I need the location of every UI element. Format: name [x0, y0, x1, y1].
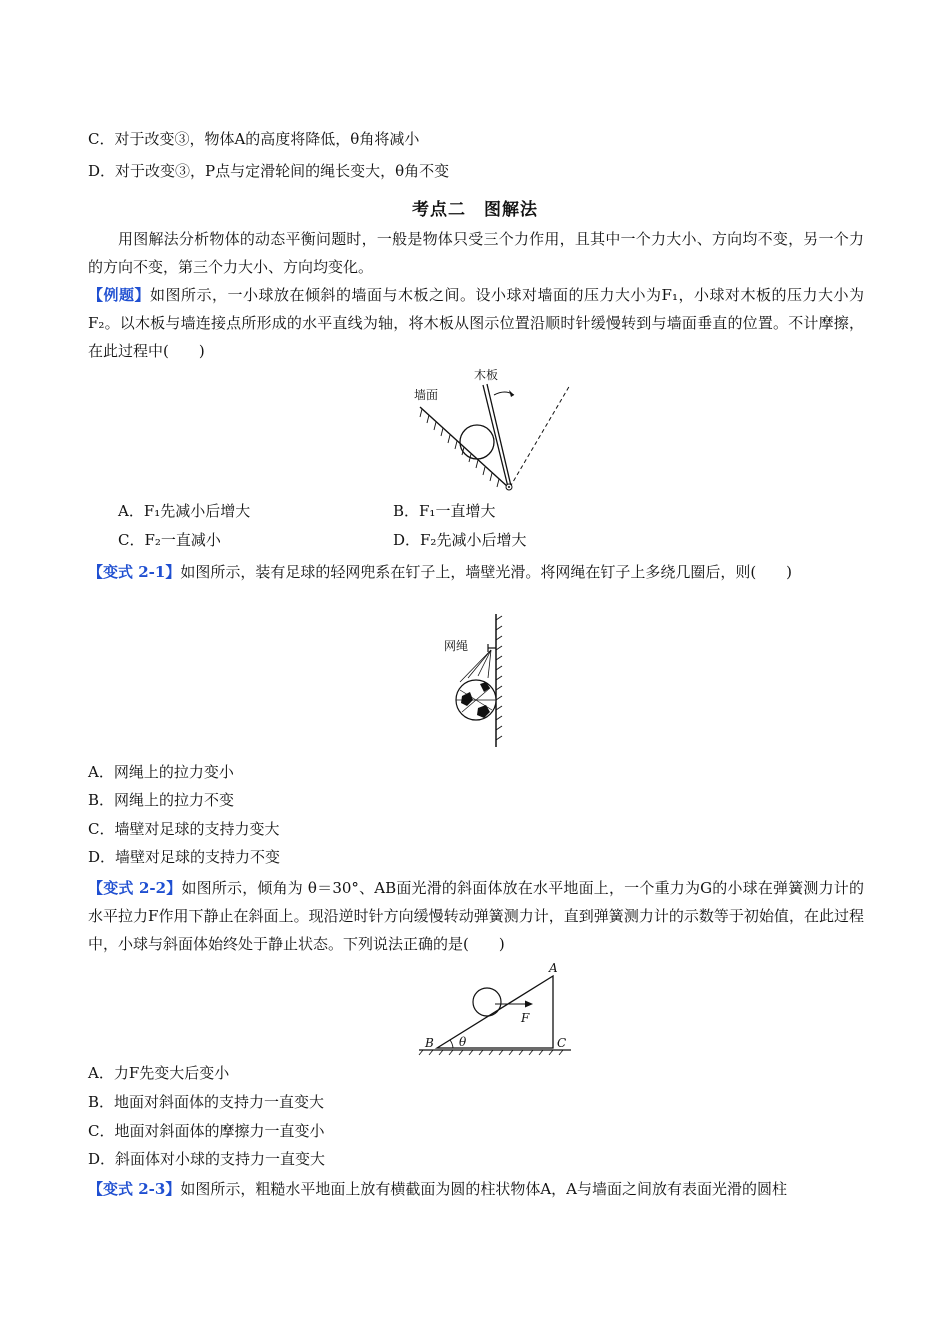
example-figure [410, 365, 580, 495]
variant-2-1-option-d: D．墙壁对足球的支持力不变 [88, 848, 281, 866]
net-rope-label: 网绳 [444, 639, 469, 653]
point-a-label: A [549, 961, 558, 975]
example-option-b: B．F₁一直增大 [393, 502, 496, 520]
example-text: 如图所示，一小球放在倾斜的墙面与木板之间。设小球对墙面的压力大小为F₁，小球对木板的压力大小为F₂。以木板与墙连接点所形成的水平直线为轴，将木板从图示位置沿顺时针缓慢转到与墙面垂直的位置。不计摩擦，在此过程中( ) [88, 286, 864, 360]
variant-2-1-option-c: C．墙壁对足球的支持力变大 [88, 820, 280, 838]
example-option-d: D．F₂先减小后增大 [393, 531, 527, 549]
option-d-top: D．对于改变③，P点与定滑轮间的绳长变大，θ角不变 [88, 162, 450, 180]
variant-2-1-figure [440, 612, 520, 752]
wall-label: 墙面 [414, 388, 439, 402]
example-tag: 【例题】 [88, 286, 151, 304]
theta-label: θ [459, 1035, 467, 1049]
variant-2-3-tag: 【变式 2-3】 [88, 1180, 181, 1198]
section-title: 考点二 图解法 [412, 200, 538, 220]
example-option-c: C．F₂一直减小 [118, 531, 221, 549]
section-intro: 用图解法分析物体的动态平衡问题时，一般是物体只受三个力作用，且其中一个力大小、方向均不变，另一个力的方向不变，第三个力大小、方向均变化。 [88, 230, 864, 276]
variant-2-2-text: 如图所示，倾角为 θ＝30°、AB面光滑的斜面体放在水平地面上，一个重力为G的小球在弹簧测力计的水平拉力F作用下静止在斜面上。现沿逆时针方向缓慢转动弹簧测力计，直到弹簧测力计的示数等于初始值，在此过程中，小球与斜面体始终处于静止状态。下列说法正确的是( ) [88, 879, 865, 953]
variant-2-2-option-d: D．斜面体对小球的支持力一直变大 [88, 1150, 326, 1168]
variant-2-1-option-b: B．网绳上的拉力不变 [88, 791, 235, 809]
force-f-label: F [521, 1011, 530, 1025]
variant-2-3-text: 如图所示，粗糙水平地面上放有横截面为圆的柱状物体A，A与墙面之间放有表面光滑的圆柱 [180, 1180, 787, 1198]
point-b-label: B [425, 1036, 434, 1050]
example-question [88, 281, 864, 365]
variant-2-1-text: 如图所示，装有足球的轻网兜系在钉子上，墙壁光滑。将网绳在钉子上多绕几圈后，则( ) [180, 563, 793, 581]
variant-2-1-option-a: A．网绳上的拉力变小 [88, 763, 234, 781]
variant-2-2-figure [415, 958, 575, 1058]
variant-2-2-option-c: C．地面对斜面体的摩擦力一直变小 [88, 1122, 325, 1140]
example-option-a: A．F₁先减小后增大 [118, 502, 251, 520]
option-c-top: C．对于改变③，物体A的高度将降低，θ角将减小 [88, 130, 420, 148]
variant-2-1-question [88, 558, 864, 586]
board-label: 木板 [474, 368, 499, 382]
variant-2-1-tag: 【变式 2-1】 [88, 563, 181, 581]
variant-2-2-tag: 【变式 2-2】 [88, 879, 182, 897]
variant-2-3-question [88, 1178, 787, 1200]
variant-2-2-option-b: B．地面对斜面体的支持力一直变大 [88, 1093, 325, 1111]
variant-2-2-question [88, 874, 864, 958]
point-c-label: C [557, 1036, 567, 1050]
variant-2-2-option-a: A．力F先变大后变小 [88, 1064, 230, 1082]
